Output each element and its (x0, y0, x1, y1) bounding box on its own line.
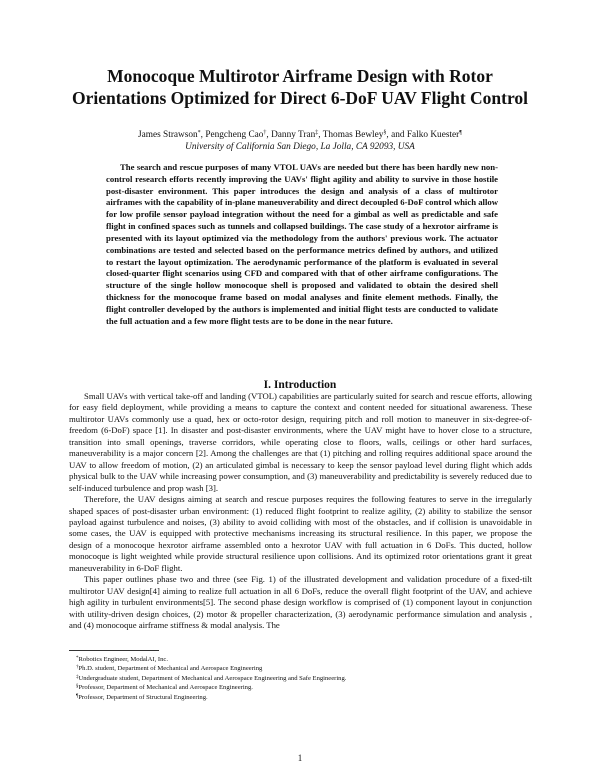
introduction-body (69, 391, 532, 632)
footnote-mark: § (76, 684, 79, 690)
footnote-text: Professor, Department of Structural Engineering. (78, 693, 208, 701)
affiliation: University of California San Diego, La Jolla, CA 92093, USA (185, 142, 415, 152)
footnote (76, 683, 532, 692)
section-heading: I. Introduction (263, 379, 337, 391)
body-paragraph: Therefore, the UAV designs aiming at search and rescue purposes requires the following features to serve in the irregularly shaped spaces of post-disaster urban environment: (1) reduced flight footprint to realize agility, (2) ability to stabilize the sensor payload against turbulence and noises, (3) ability to avoid colliding with most of the obstacles, and if collision is unavoidable in some cases, the UAV is equipped with protective mechanisms increasing its structural resilience. In this paper, we propose the design of a monocoque hexrotor airframe assembled onto a hexrotor UAV with full actuation in 6 DoFs. This ducted, hollow monocoque is light weighted while provide structural resilience upon collisions. And its optimized rotor orientations grant it great maneuverability in 6-DoF flight. (69, 494, 532, 573)
body-paragraph: This paper outlines phase two and three (see Fig. 1) of the illustrated development and validation procedure of a fixed-tilt multirotor UAV design[4] aiming to realize full actuation in all 6 DoFs, reduce the overall flight footprint of the UAV, and achieve high agility in turbulent environments[5]. The second phase design workflow is comprised of (1) component layout in conjunction with utility-driven design choices, (2) motor & propeller characterization, (3) aerodynamic performance simulation and analysis , and (4) monocoque airframe stiffness & modal analysis. The (69, 574, 532, 631)
author-mark: † (263, 130, 267, 136)
author-separator: , and (386, 130, 407, 140)
footnote-text: Robotics Engineer, ModalAI, Inc. (78, 656, 168, 663)
abstract: The search and rescue purposes of many VTOL UAVs are needed but there has been hardly new non-control research efforts recently improving the UAVs' flight agility and ability to survive in those hostile post-disaster environment. This paper introduces the design and analysis of a class of multirotor airframes with the capability of in-plane maneuverability and direct decoupled 6-DoF control which allow for low profile sensor payload integration without the need for a gimbal as well as predictable and safe flight in confined spaces such as tunnels and collapsed buildings. The case study of a hexrotor airframe is presented with its layout optimized via the methodology from the authors' previous work. The actuator combinations are tested and selected based on the performance metrics defined by authors, and utilized to restart the layout optimization. The aerodynamic performance of the platform is evaluated in several closed-quarter flight scenarios using CFD and compared with that of other airframe configurations. The structure of the single hollow monocoque shell is proposed and validated to obtain the desired shell thickness for the monocoque frame based on modal analyses and finite element methods. Finally, the flight controller developed by the authors is implemented and initial flight tests are conducted to validate the full actuation and a few more flight tests are to be done in the near future. (106, 162, 498, 326)
footnote-mark: * (76, 656, 79, 661)
author-separator: , (266, 130, 272, 140)
author-separator: , (318, 130, 323, 140)
footnote-text: Ph.D. student, Department of Mechanical and Aerospace Engineering (78, 665, 263, 673)
author-name: Falko Kuester (406, 130, 460, 140)
author-mark: * (197, 130, 201, 136)
author-mark: ‡ (315, 130, 319, 136)
author-mark: § (383, 130, 387, 136)
footnote (76, 664, 532, 673)
author-name: Thomas Bewley (322, 130, 384, 140)
author-separator: , (200, 130, 206, 140)
body-paragraph: Small UAVs with vertical take-off and landing (VTOL) capabilities are particularly suited for search and rescue efforts, allowing for easy field deployment, while providing a means to capture the context and content needed for situational awareness. These multirotor UAVs commonly use a quad, hex or octo-rotor design, requiring pitch and roll motion to maneuver in six-degree-of-freedom (6-DoF) space [1]. In disaster and post-disaster environments, where the UAV might have to hover close to a structure, transition into small openings, traverse corridors, while operating close to floors, walls, ceilings or other hard surfaces, maneuverability is a major concern [2]. Among the challenges are that (1) pitching and rolling requires additional space around the UAV to allow freedom of motion, (2) an articulated gimbal is necessary to keep the sensor payload level during flight which adds physical bulk to the UAV while increasing power consumption, and (3) maneuverability and predictability is severely reduced due to self-induced turbulence and prop wash [3]. (69, 391, 532, 493)
footnote (76, 655, 532, 664)
author-mark: ¶ (459, 130, 462, 136)
paper-title: Monocoque Multirotor Airframe Design with Rotor Orientations Optimized for Direct 6-DoF UAV Flight Control (71, 66, 529, 108)
author-list (60, 129, 540, 141)
footnote-divider (69, 650, 159, 651)
footnote (76, 693, 532, 702)
footnote-text: Professor, Department of Mechanical and Aerospace Engineering. (78, 684, 253, 692)
author-name: Danny Tran (271, 130, 316, 140)
footnote (76, 674, 532, 683)
footnotes (76, 655, 532, 702)
footnote-text: Undergraduate student, Department of Mechanical and Aerospace Engineering and Safe Engineering. (78, 674, 347, 682)
footnote-mark: ‡ (76, 674, 79, 680)
footnote-mark: † (76, 665, 79, 671)
page-number: 1 (297, 753, 303, 763)
author-name: James Strawson (138, 130, 198, 140)
footnote-mark: ¶ (76, 693, 79, 699)
author-name: Pengcheng Cao (205, 130, 264, 140)
